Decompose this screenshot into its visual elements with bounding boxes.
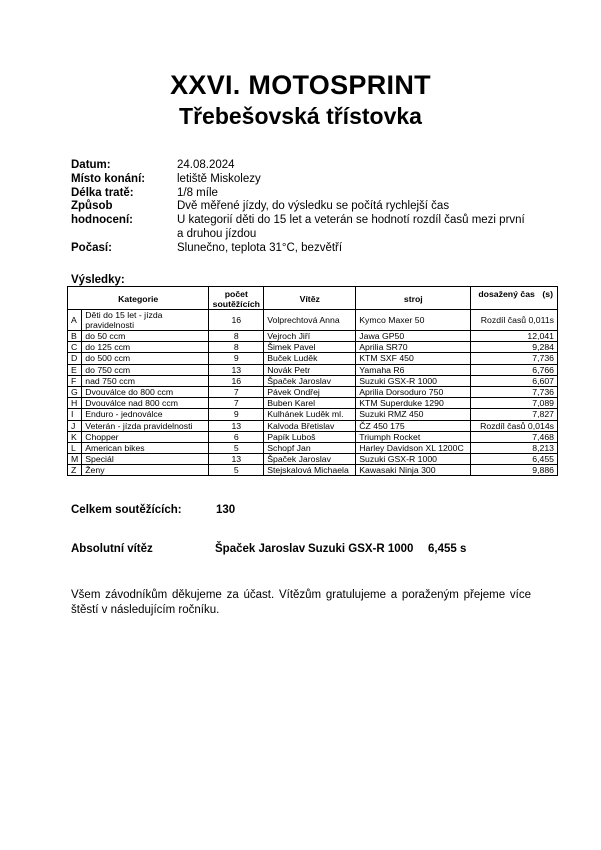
cell-bike: ČZ 450 175 [356, 420, 471, 431]
cell-category: Chopper [82, 431, 209, 442]
scoring-value [177, 200, 551, 241]
table-header-row [68, 287, 558, 310]
cell-category: nad 750 ccm [82, 375, 209, 386]
cell-category: Děti do 15 let - jízda pravidelnosti [82, 310, 209, 331]
cell-category: do 125 ccm [82, 342, 209, 353]
cell-bike: Harley Davidson XL 1200C [356, 442, 471, 453]
cell-time: Rozdíl časů 0,011s [471, 310, 558, 331]
cell-category: Dvouválce nad 800 ccm [82, 398, 209, 409]
table-row [68, 409, 558, 420]
cell-winner: Špaček Jaroslav [264, 375, 356, 386]
total-label: Celkem soutěžících: [71, 504, 182, 516]
cell-category: do 500 ccm [82, 353, 209, 364]
cell-category: American bikes [82, 442, 209, 453]
cell-code: M [68, 454, 82, 465]
cell-count: 5 [209, 465, 264, 476]
cell-time: 7,736 [471, 386, 558, 397]
table-row [68, 364, 558, 375]
cell-code: I [68, 409, 82, 420]
cell-bike: Aprilia SR70 [356, 342, 471, 353]
cell-code: C [68, 342, 82, 353]
place-label: Místo konání: [71, 172, 146, 185]
header-category: Kategorie [68, 287, 209, 310]
cell-winner: Šimek Pavel [264, 342, 356, 353]
table-row [68, 442, 558, 453]
cell-count: 9 [209, 353, 264, 364]
weather-label: Počasí: [71, 241, 112, 254]
cell-count: 7 [209, 386, 264, 397]
cell-count: 16 [209, 375, 264, 386]
cell-time: 7,089 [471, 398, 558, 409]
table-row [68, 420, 558, 431]
header-time [471, 287, 558, 310]
cell-count: 13 [209, 454, 264, 465]
table-row [68, 375, 558, 386]
absolute-winner-label: Absolutní vítěz [71, 543, 153, 555]
total-value: 130 [216, 504, 236, 516]
cell-time: 6,455 [471, 454, 558, 465]
cell-count: 6 [209, 431, 264, 442]
cell-code: G [68, 386, 82, 397]
cell-time: 12,041 [471, 331, 558, 342]
header-count: počet soutěžících [209, 287, 264, 310]
absolute-winner-time: 6,455 s [428, 543, 467, 555]
cell-category: Enduro - jednoválce [82, 409, 209, 420]
cell-bike: Suzuki RMZ 450 [356, 409, 471, 420]
page-subtitle: Třebešovská třístovka [179, 103, 422, 129]
cell-category: do 50 ccm [82, 331, 209, 342]
cell-category: Veterán - jízda pravidelnosti [82, 420, 209, 431]
cell-time: 6,766 [471, 364, 558, 375]
weather-value: Slunečno, teplota 31°C, bezvětří [177, 241, 343, 254]
header-time-unit: (s) [542, 289, 553, 299]
info-row-date [71, 159, 551, 173]
absolute-winner-name: Špaček Jaroslav [215, 543, 306, 555]
table-row [68, 398, 558, 409]
thanks-paragraph: Všem závodníkům děkujeme za účast. Vítězům gratulujeme a poraženým přejeme více štěstí v následujícím ročníku. [71, 589, 531, 616]
cell-winner: Buben Karel [264, 398, 356, 409]
cell-code: A [68, 310, 82, 331]
absolute-winner-bike: Suzuki GSX-R 1000 [308, 543, 414, 555]
date-value: 24.08.2024 [177, 159, 235, 171]
cell-time: 9,284 [471, 342, 558, 353]
cell-bike: Kawasaki Ninja 300 [356, 465, 471, 476]
cell-count: 16 [209, 310, 264, 331]
cell-count: 13 [209, 364, 264, 375]
event-info [71, 159, 551, 256]
cell-bike: KTM SXF 450 [356, 353, 471, 364]
table-row [68, 342, 558, 353]
cell-category: Speciál [82, 454, 209, 465]
date-label: Datum: [71, 159, 111, 171]
header-time-label: dosažený čas [478, 289, 535, 299]
cell-code: L [68, 442, 82, 453]
cell-winner: Volprechtová Anna [264, 310, 356, 331]
scoring-line-2: U kategorií děti do 15 let a veterán se hodnotí rozdíl časů mezi první a druhou jízdou [177, 214, 525, 240]
cell-bike: Triumph Rocket [356, 431, 471, 442]
info-row-weather [71, 242, 551, 256]
table-row [68, 465, 558, 476]
cell-bike: Suzuki GSX-R 1000 [356, 375, 471, 386]
cell-time: 7,468 [471, 431, 558, 442]
cell-code: B [68, 331, 82, 342]
cell-code: K [68, 431, 82, 442]
cell-code: J [68, 420, 82, 431]
cell-winner: Stejskalová Michaela [264, 465, 356, 476]
cell-time: Rozdíl časů 0,014s [471, 420, 558, 431]
results-body [68, 310, 558, 476]
scoring-line-1: Dvě měřené jízdy, do výsledku se počítá rychlejší čas [177, 200, 450, 213]
header-winner: Vítěz [264, 287, 356, 310]
cell-count: 9 [209, 409, 264, 420]
cell-winner: Schopf Jan [264, 442, 356, 453]
info-row-scoring [71, 200, 551, 241]
cell-category: Ženy [82, 465, 209, 476]
cell-winner: Novák Petr [264, 364, 356, 375]
scoring-label: Způsob hodnocení: [71, 200, 133, 227]
table-row [68, 353, 558, 364]
cell-bike: Kymco Maxer 50 [356, 310, 471, 331]
cell-count: 13 [209, 420, 264, 431]
cell-time: 7,736 [471, 353, 558, 364]
table-row [68, 331, 558, 342]
page-title: XXVI. MOTOSPRINT [170, 70, 431, 100]
cell-code: H [68, 398, 82, 409]
cell-winner: Vejroch Jiří [264, 331, 356, 342]
cell-winner: Kulhánek Luděk ml. [264, 409, 356, 420]
cell-count: 8 [209, 331, 264, 342]
length-value: 1/8 míle [177, 186, 218, 199]
cell-bike: Yamaha R6 [356, 364, 471, 375]
info-row-place [71, 173, 551, 187]
results-table [67, 286, 558, 476]
cell-bike: KTM Superduke 1290 [356, 398, 471, 409]
info-row-length [71, 187, 551, 201]
cell-winner: Špaček Jaroslav [264, 454, 356, 465]
cell-winner: Pávek Ondřej [264, 386, 356, 397]
cell-time: 9,886 [471, 465, 558, 476]
cell-bike: Suzuki GSX-R 1000 [356, 454, 471, 465]
cell-winner: Buček Luděk [264, 353, 356, 364]
cell-code: F [68, 375, 82, 386]
cell-winner: Papík Luboš [264, 431, 356, 442]
cell-code: E [68, 364, 82, 375]
cell-code: D [68, 353, 82, 364]
cell-count: 5 [209, 442, 264, 453]
cell-code: Z [68, 465, 82, 476]
results-label: Výsledky: [71, 274, 125, 286]
cell-bike: Aprilia Dorsoduro 750 [356, 386, 471, 397]
table-row [68, 454, 558, 465]
length-label: Délka tratě: [71, 186, 134, 199]
table-row [68, 431, 558, 442]
cell-winner: Kalvoda Břetislav [264, 420, 356, 431]
cell-category: Dvouválce do 800 ccm [82, 386, 209, 397]
cell-time: 8,213 [471, 442, 558, 453]
header-bike: stroj [356, 287, 471, 310]
place-value: letiště Miskolezy [177, 172, 261, 185]
cell-count: 8 [209, 342, 264, 353]
table-row [68, 310, 558, 331]
table-row [68, 386, 558, 397]
cell-time: 7,827 [471, 409, 558, 420]
cell-category: do 750 ccm [82, 364, 209, 375]
cell-count: 7 [209, 398, 264, 409]
cell-time: 6,607 [471, 375, 558, 386]
cell-bike: Jawa GP50 [356, 331, 471, 342]
